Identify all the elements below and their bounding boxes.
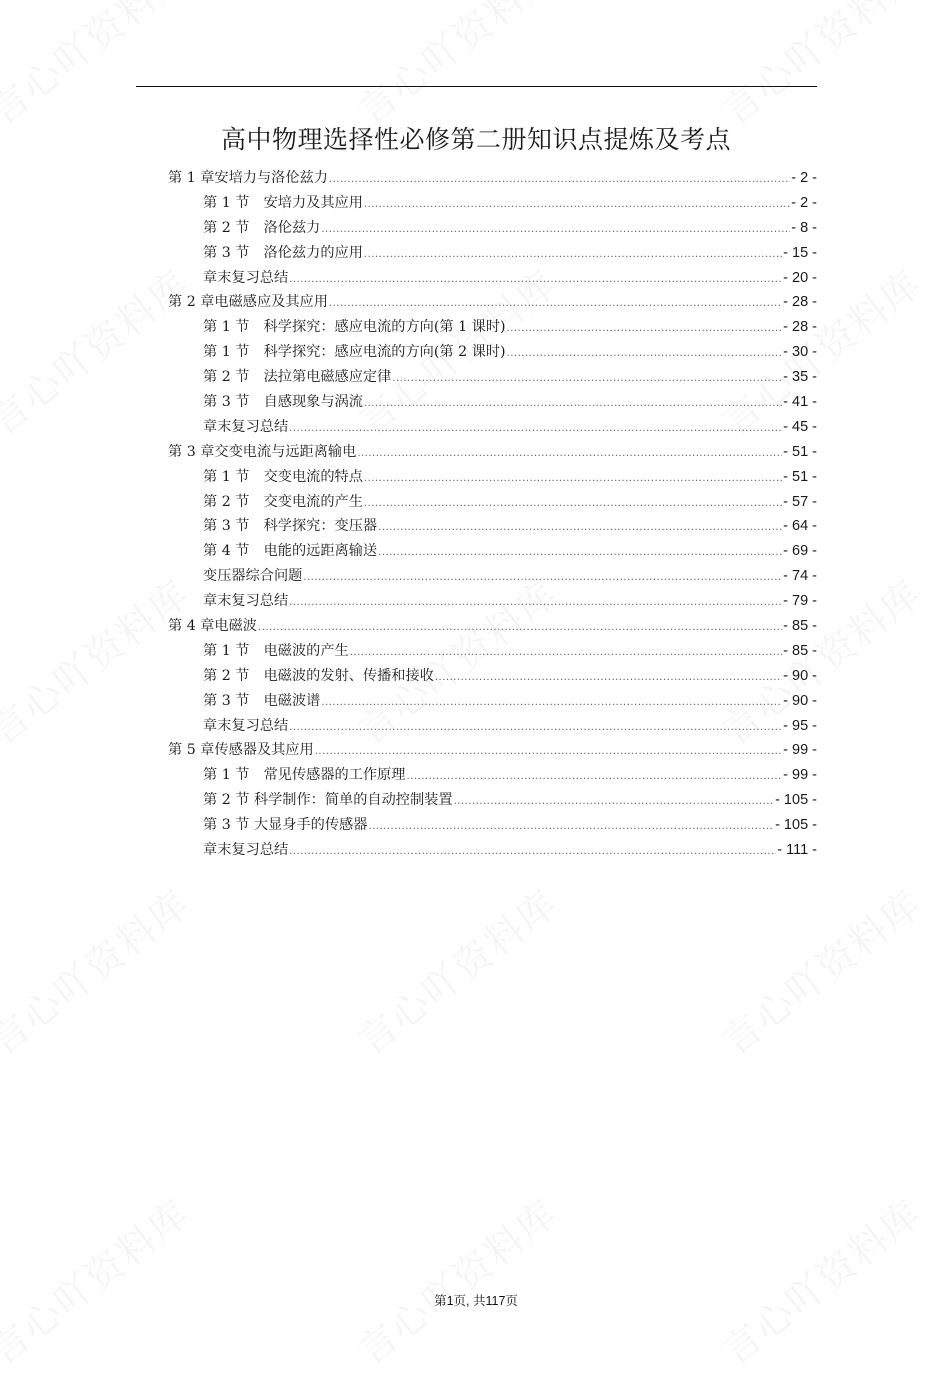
toc-section[interactable] [168, 763, 817, 788]
toc-page-number: - 105 - [775, 792, 817, 809]
toc-section[interactable] [168, 639, 817, 664]
toc-leader-dots [321, 691, 782, 716]
toc-page-number: - 95 - [783, 717, 817, 734]
toc-label: 第 1 节 科学探究：感应电流的方向(第 2 课时) [203, 344, 506, 361]
toc-page-number: - 64 - [783, 518, 817, 535]
toc-chapter-4[interactable] [168, 614, 817, 639]
toc-chapter-1[interactable] [168, 166, 817, 191]
toc-label: 第 3 节 科学探究：变压器 [203, 518, 378, 535]
toc-page-number: - 69 - [783, 543, 817, 560]
toc-leader-dots [507, 317, 783, 342]
toc-label: 第 1 章安培力与洛伦兹力 [168, 170, 328, 186]
toc-label: 章末复习总结 [203, 418, 289, 435]
toc-page-number: - 90 - [783, 692, 817, 709]
page-footer: 第1页, 共117页 [434, 1294, 518, 1308]
toc-page-number: - 57 - [783, 493, 817, 510]
toc-page-number: - 30 - [783, 344, 817, 361]
toc-page-number: - 15 - [783, 244, 817, 261]
toc-label: 第 4 章电磁波 [168, 618, 257, 635]
toc-section[interactable] [168, 390, 817, 415]
toc-leader-dots [364, 193, 790, 218]
toc-page-number: - 111 - [777, 842, 817, 859]
toc-label: 第 3 节 电磁波谱 [203, 692, 321, 709]
document-title: 高中物理选择性必修第二册知识点提炼及考点 [220, 125, 731, 154]
toc-section[interactable] [168, 714, 817, 739]
toc-label: 章末复习总结 [203, 593, 289, 610]
toc-section[interactable] [168, 415, 817, 440]
toc-label: 第 2 节 法拉第电磁感应定律 [203, 369, 392, 386]
toc-leader-dots [350, 641, 782, 666]
toc-section[interactable] [168, 465, 817, 490]
toc-leader-dots [454, 790, 775, 815]
toc-chapter-5[interactable] [168, 738, 817, 763]
toc-leader-dots [289, 591, 782, 616]
toc-section[interactable] [168, 365, 817, 390]
toc-label: 第 4 节 电能的远距离输送 [203, 543, 378, 560]
toc-leader-dots [329, 292, 782, 317]
header-rule [136, 86, 817, 87]
toc-page-number: - 99 - [783, 767, 817, 784]
toc-chapter-2[interactable] [168, 290, 817, 315]
toc-page-number: - 2 - [791, 170, 817, 186]
toc-page-number: - 28 - [783, 319, 817, 336]
toc-leader-dots [289, 716, 782, 741]
toc-leader-dots [378, 516, 782, 541]
toc-leader-dots [435, 666, 782, 691]
toc-label: 第 2 节 交变电流的产生 [203, 493, 363, 510]
toc-leader-dots [407, 765, 783, 790]
toc-label: 第 1 节 科学探究：感应电流的方向(第 1 课时) [203, 319, 506, 336]
toc-page-number: - 51 - [783, 443, 817, 460]
toc-page-number: - 99 - [783, 742, 817, 759]
toc-page-number: - 8 - [791, 219, 817, 236]
toc-section[interactable] [168, 838, 817, 863]
toc-leader-dots [289, 840, 776, 865]
toc-page-number: - 105 - [775, 817, 817, 834]
toc-page-number: - 28 - [783, 294, 817, 311]
toc-page-number: - 20 - [783, 269, 817, 286]
toc-label: 第 2 章电磁感应及其应用 [168, 294, 328, 311]
toc-leader-dots [364, 492, 782, 517]
toc-page-number: - 2 - [791, 194, 817, 211]
toc-label: 第 2 节 科学制作：简单的自动控制装置 [203, 792, 453, 809]
toc-leader-dots [364, 392, 782, 417]
toc-label: 第 2 节 电磁波的发射、传播和接收 [203, 667, 434, 684]
toc-section[interactable] [168, 514, 817, 539]
toc-section[interactable] [168, 689, 817, 714]
toc-chapter-3[interactable] [168, 440, 817, 465]
toc-section[interactable] [168, 241, 817, 266]
toc-leader-dots [364, 467, 782, 492]
toc-label: 章末复习总结 [203, 269, 289, 286]
toc-section[interactable] [168, 216, 817, 241]
toc-label: 第 3 章交变电流与远距离输电 [168, 443, 357, 460]
toc-leader-dots [289, 417, 782, 442]
toc-section[interactable] [168, 813, 817, 838]
toc-leader-dots [364, 243, 782, 268]
toc-page-number: - 74 - [783, 568, 817, 585]
toc-label: 第 3 节 洛伦兹力的应用 [203, 244, 363, 261]
toc-leader-dots [392, 367, 782, 392]
toc-leader-dots [368, 815, 774, 840]
toc-leader-dots [378, 541, 782, 566]
toc-page-number: - 51 - [783, 468, 817, 485]
toc-section[interactable] [168, 664, 817, 689]
toc-leader-dots [321, 218, 790, 243]
toc-label: 第 5 章传感器及其应用 [168, 742, 314, 759]
toc-section[interactable] [168, 315, 817, 340]
toc-label: 第 1 节 常见传感器的工作原理 [203, 767, 406, 784]
toc-label: 第 2 节 洛伦兹力 [203, 219, 321, 236]
toc-section[interactable] [168, 539, 817, 564]
toc-page-number: - 41 - [783, 394, 817, 411]
toc-leader-dots [507, 342, 783, 367]
toc-leader-dots [303, 566, 782, 591]
toc-leader-dots [315, 740, 782, 765]
toc-section[interactable] [168, 191, 817, 216]
toc-page-number: - 85 - [783, 618, 817, 635]
table-of-contents [168, 166, 817, 863]
toc-leader-dots [258, 616, 782, 641]
toc-leader-dots [329, 168, 790, 193]
toc-label: 第 1 节 安培力及其应用 [203, 194, 363, 211]
toc-page-number: - 45 - [783, 418, 817, 435]
toc-page-number: - 85 - [783, 642, 817, 659]
toc-section[interactable] [168, 788, 817, 813]
toc-section[interactable] [168, 490, 817, 515]
toc-page-number: - 35 - [783, 369, 817, 386]
toc-label: 第 3 节 自感现象与涡流 [203, 394, 363, 411]
toc-label: 章末复习总结 [203, 842, 289, 859]
toc-page-number: - 90 - [783, 667, 817, 684]
toc-label: 章末复习总结 [203, 717, 289, 734]
toc-page-number: - 79 - [783, 593, 817, 610]
toc-leader-dots [289, 268, 782, 293]
toc-section[interactable] [168, 340, 817, 365]
toc-label: 第 1 节 电磁波的产生 [203, 642, 349, 659]
toc-section[interactable] [168, 589, 817, 614]
toc-section[interactable] [168, 266, 817, 291]
toc-label: 变压器综合问题 [203, 568, 303, 585]
toc-section[interactable] [168, 564, 817, 589]
toc-label: 第 1 节 交变电流的特点 [203, 468, 363, 485]
toc-leader-dots [357, 442, 782, 467]
toc-label: 第 3 节 大显身手的传感器 [203, 817, 368, 834]
